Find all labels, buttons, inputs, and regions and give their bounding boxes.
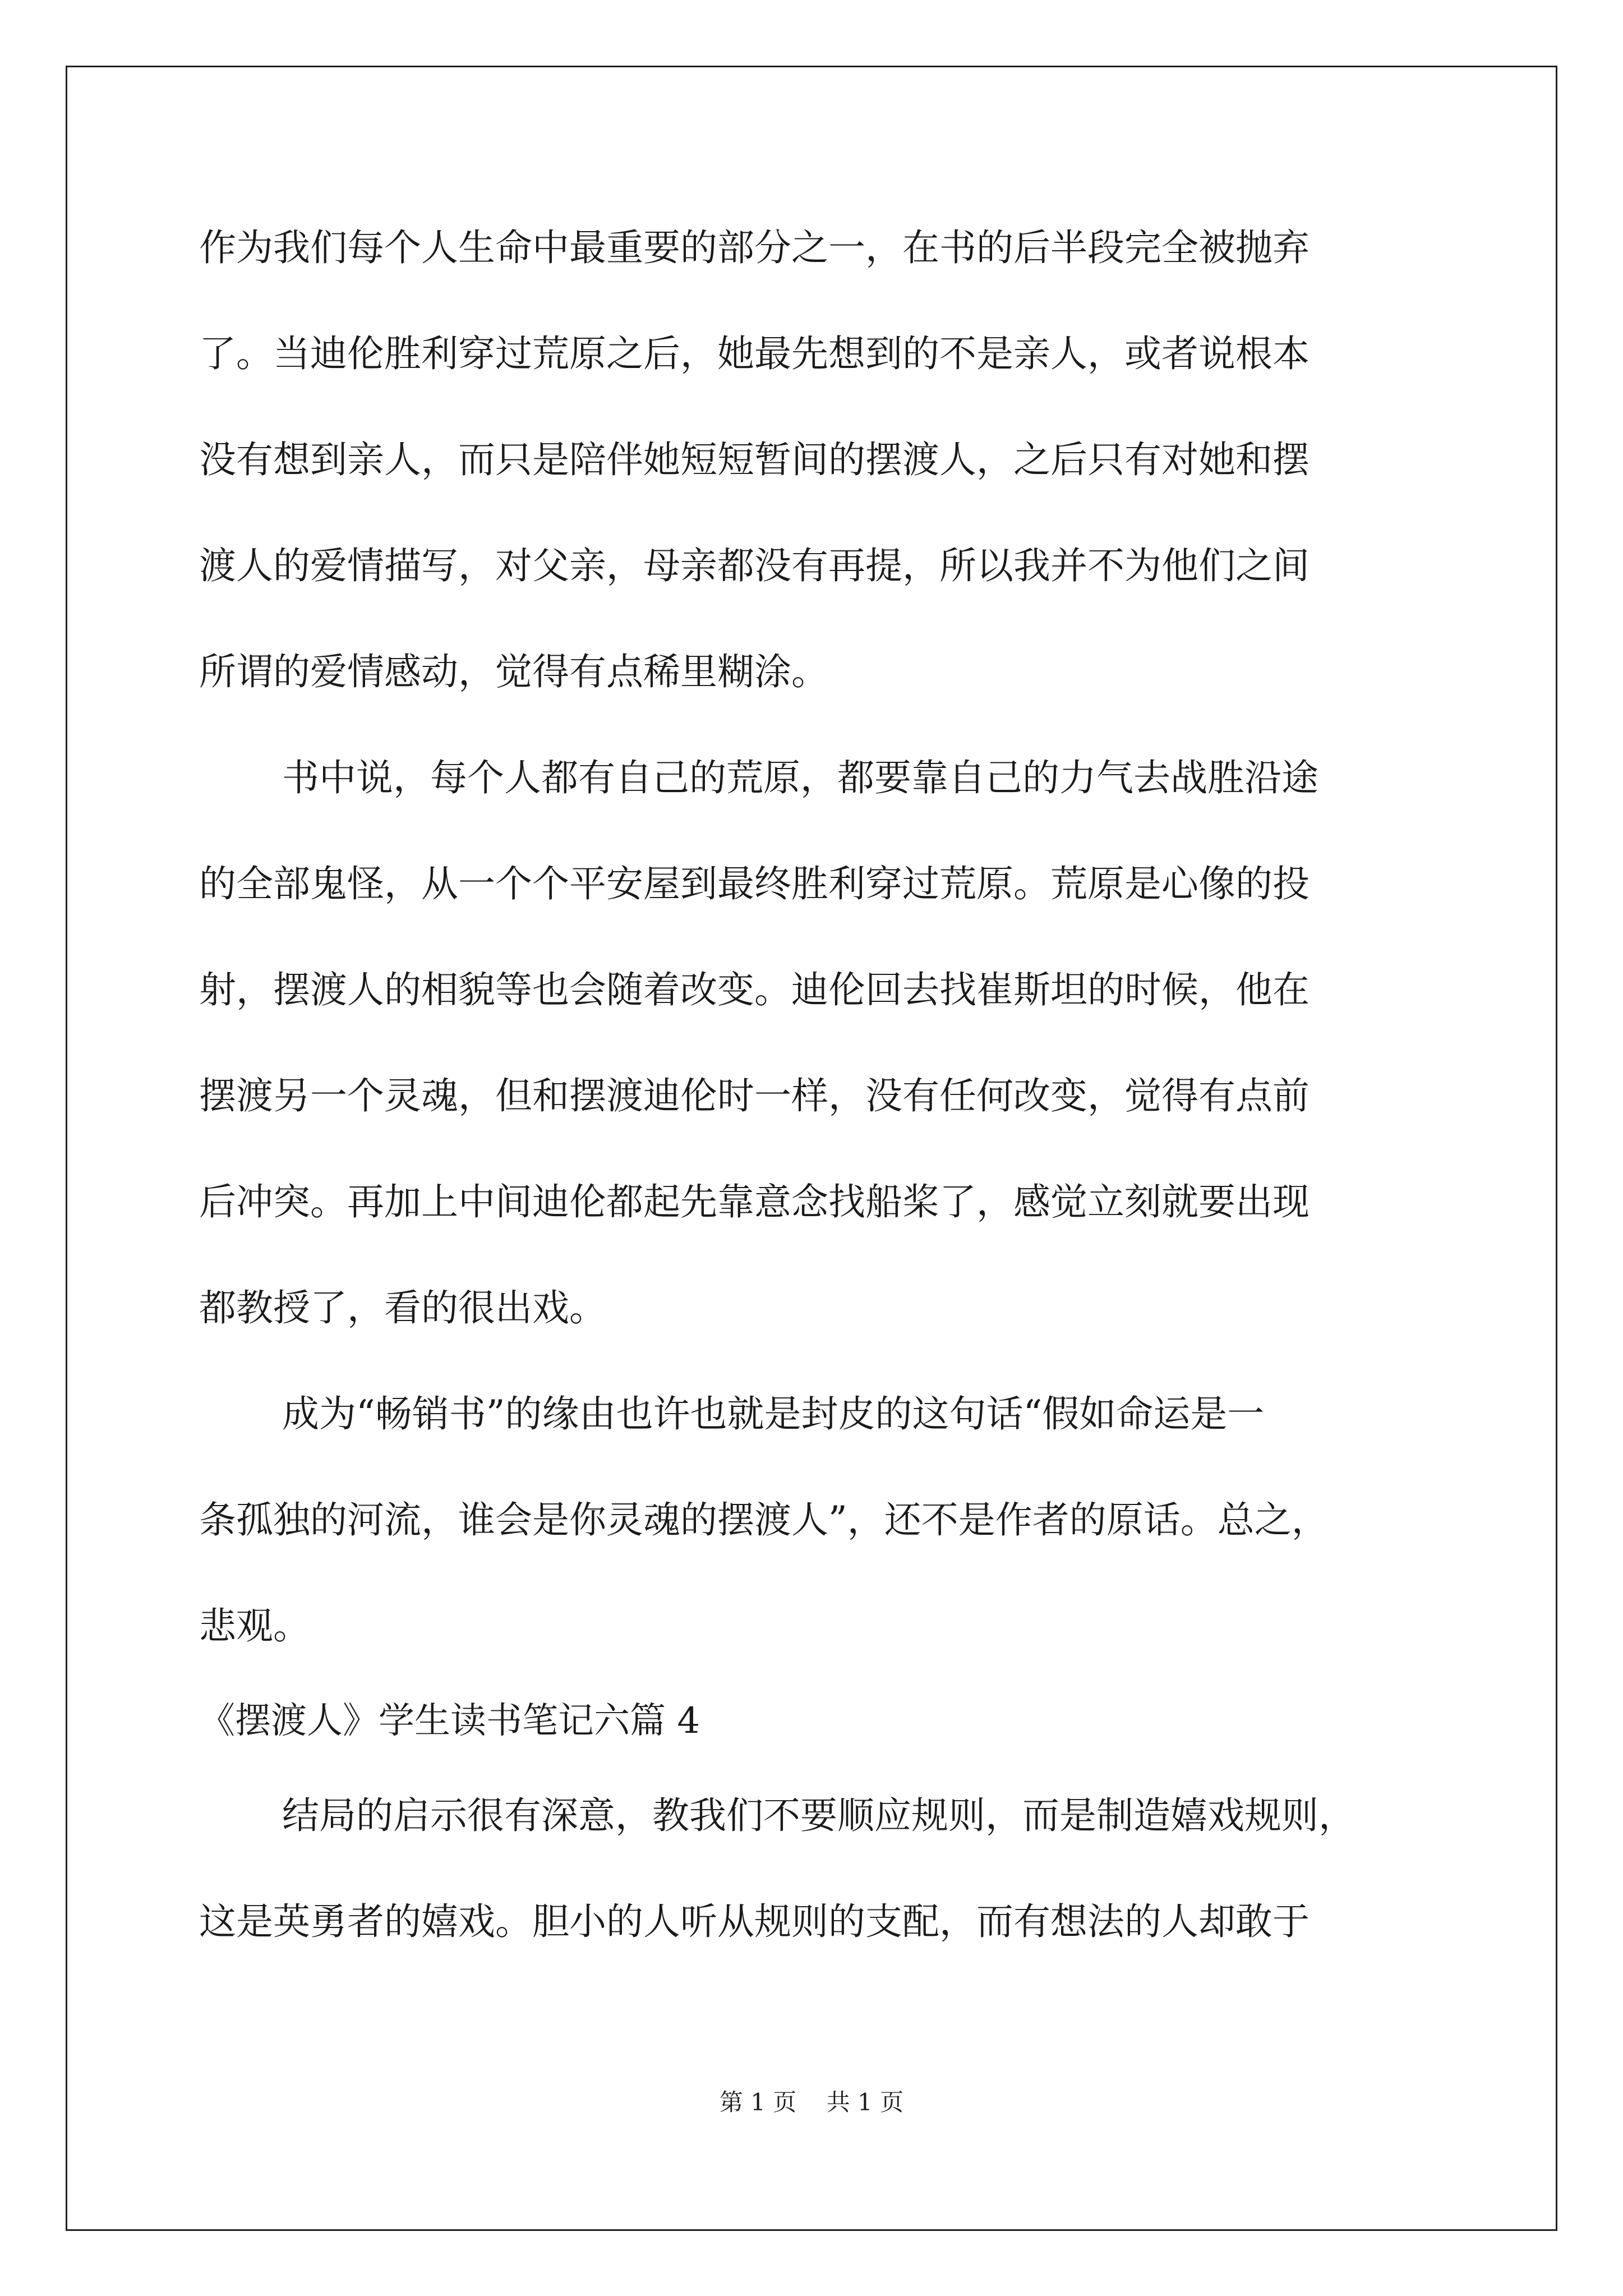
paragraph-line: 渡人的爱情描写，对父亲，母亲都没有再提，所以我并不为他们之间 xyxy=(199,544,1310,587)
paragraph-line: 的全部鬼怪，从一个个平安屋到最终胜利穿过荒原。荒原是心像的投 xyxy=(199,862,1310,905)
paragraph-line: 没有想到亲人，而只是陪伴她短短暂间的摆渡人，之后只有对她和摆 xyxy=(199,438,1310,481)
paragraph-line: 摆渡另一个灵魂，但和摆渡迪伦时一样，没有任何改变，觉得有点前 xyxy=(199,1074,1310,1117)
paragraph-line: 射，摆渡人的相貌等也会随着改变。迪伦回去找崔斯坦的时候，他在 xyxy=(199,968,1310,1011)
page-footer: 第 1 页 共 1 页 xyxy=(719,2088,904,2116)
paragraph-line: 都教授了，看的很出戏。 xyxy=(199,1286,606,1329)
paragraph-line: 条孤独的河流，谁会是你灵魂的摆渡人”，还不是作者的原话。总之， xyxy=(199,1498,1329,1542)
paragraph-line: 成为“畅销书”的缘由也许也就是封皮的这句话“假如命运是一 xyxy=(282,1392,1265,1435)
paragraph-line: 所谓的爱情感动，觉得有点稀里糊涂。 xyxy=(199,650,828,693)
section-heading: 《摆渡人》学生读书笔记六篇 4 xyxy=(199,1700,700,1742)
paragraph-line: 作为我们每个人生命中最重要的部分之一，在书的后半段完全被抛弃 xyxy=(199,226,1310,269)
paragraph-line: 书中说，每个人都有自己的荒原，都要靠自己的力气去战胜沿途 xyxy=(282,756,1318,799)
paragraph-line: 这是英勇者的嬉戏。胆小的人听从规则的支配，而有想法的人却敢于 xyxy=(199,1900,1310,1943)
paragraph-line: 后冲突。再加上中间迪伦都起先靠意念找船桨了，感觉立刻就要出现 xyxy=(199,1180,1310,1223)
paragraph-line: 结局的启示很有深意，教我们不要顺应规则，而是制造嬉戏规则， xyxy=(282,1794,1355,1837)
paragraph-line: 了。当迪伦胜利穿过荒原之后，她最先想到的不是亲人，或者说根本 xyxy=(199,332,1310,375)
paragraph-line: 悲观。 xyxy=(199,1604,310,1648)
